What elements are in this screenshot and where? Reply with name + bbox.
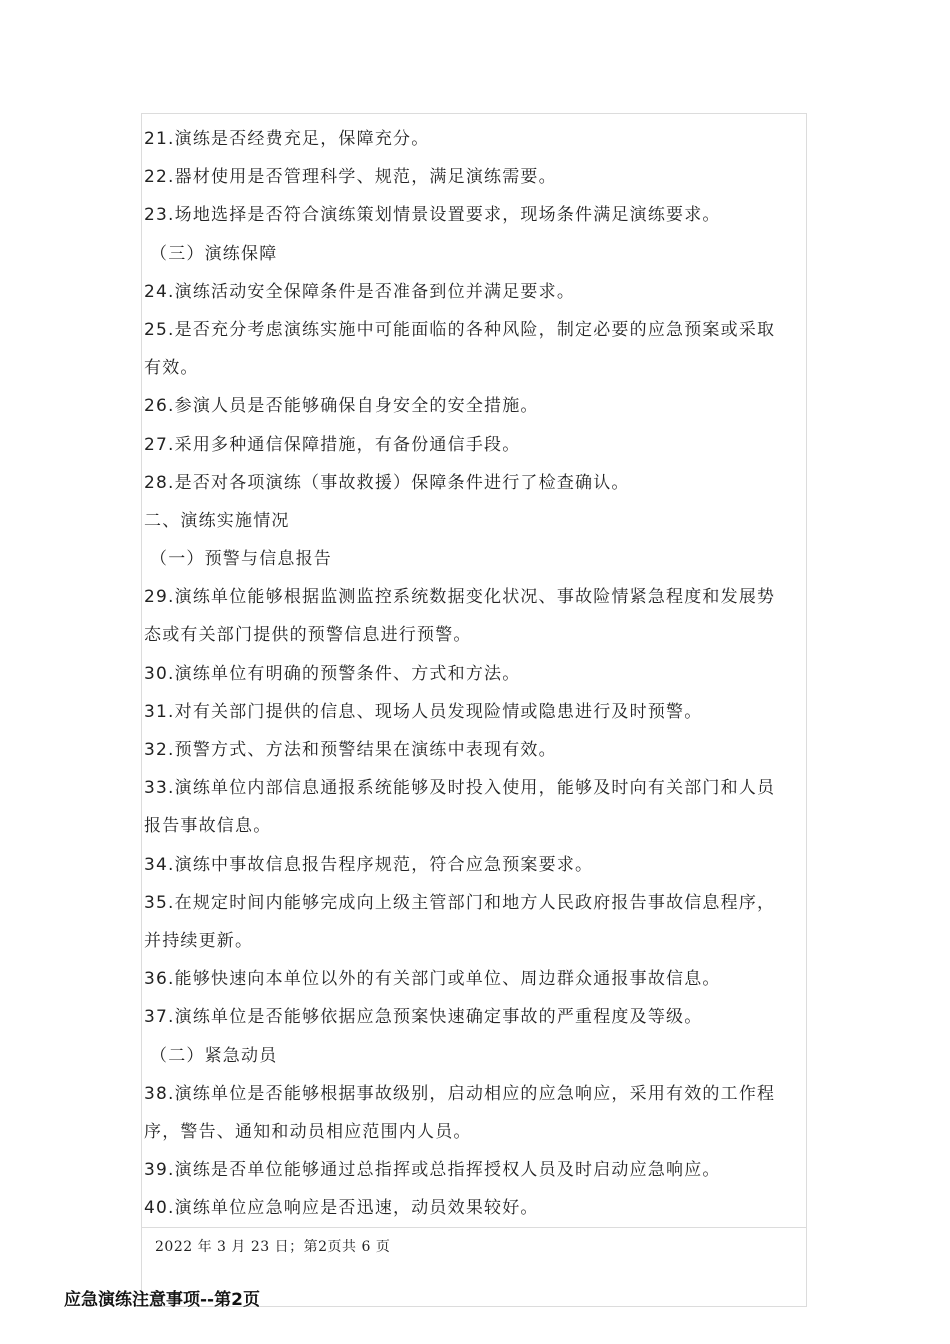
text-line: 39.演练是否单位能够通过总指挥或总指挥授权人员及时启动应急响应。	[144, 1160, 721, 1181]
text-line: 并持续更新。	[144, 930, 254, 951]
text-line: 32.预警方式、方法和预警结果在演练中表现有效。	[144, 740, 557, 760]
text-line: 29.演练单位能够根据监测监控系统数据变化状况、事故险情紧急程度和发展势	[144, 587, 776, 608]
text-line: 21.演练是否经费充足，保障充分。	[144, 129, 430, 149]
text-line: 33.演练单位内部信息通报系统能够及时投入使用，能够及时向有关部门和人员	[144, 778, 776, 799]
document-title: 应急演练注意事项--第2页	[64, 1290, 260, 1310]
text-line: 40.演练单位应急响应是否迅速，动员效果较好。	[144, 1198, 539, 1219]
document-body	[144, 120, 814, 1227]
text-line: 报告事故信息。	[144, 816, 272, 837]
text-line: 34.演练中事故信息报告程序规范，符合应急预案要求。	[144, 854, 594, 875]
section-heading: （二）紧急动员	[150, 1045, 278, 1066]
text-line: 有效。	[144, 358, 199, 379]
text-line: 23.场地选择是否符合演练策划情景设置要求，现场条件满足演练要求。	[144, 205, 721, 226]
section-heading: （一）预警与信息报告	[150, 549, 332, 570]
text-line: 38.演练单位是否能够根据事故级别，启动相应的应急响应，采用有效的工作程	[144, 1083, 776, 1104]
text-line: 35.在规定时间内能够完成向上级主管部门和地方人民政府报告事故信息程序，	[144, 892, 776, 913]
text-line: 22.器材使用是否管理科学、规范，满足演练需要。	[144, 167, 557, 188]
footer-date-page: 2022 年 3 月 23 日；第2页共 6 页	[155, 1239, 391, 1255]
text-line: 态或有关部门提供的预警信息进行预警。	[144, 625, 472, 646]
text-line: 27.采用多种通信保障措施，有备份通信手段。	[144, 434, 521, 455]
text-line: 序，警告、通知和动员相应范围内人员。	[144, 1121, 472, 1142]
text-line: 二、演练实施情况	[144, 510, 290, 531]
text-line: 30.演练单位有明确的预警条件、方式和方法。	[144, 663, 521, 684]
text-line: 24.演练活动安全保障条件是否准备到位并满足要求。	[144, 281, 576, 302]
text-line: 36.能够快速向本单位以外的有关部门或单位、周边群众通报事故信息。	[144, 969, 721, 990]
text-line: 26.参演人员是否能够确保自身安全的安全措施。	[144, 396, 539, 417]
text-line: 31.对有关部门提供的信息、现场人员发现险情或隐患进行及时预警。	[144, 701, 703, 722]
text-line: 28.是否对各项演练（事故救援）保障条件进行了检查确认。	[144, 472, 630, 493]
section-heading: （三）演练保障	[150, 243, 278, 264]
text-line: 37.演练单位是否能够依据应急预案快速确定事故的严重程度及等级。	[144, 1007, 703, 1028]
text-line: 25.是否充分考虑演练实施中可能面临的各种风险，制定必要的应急预案或采取	[144, 319, 776, 340]
